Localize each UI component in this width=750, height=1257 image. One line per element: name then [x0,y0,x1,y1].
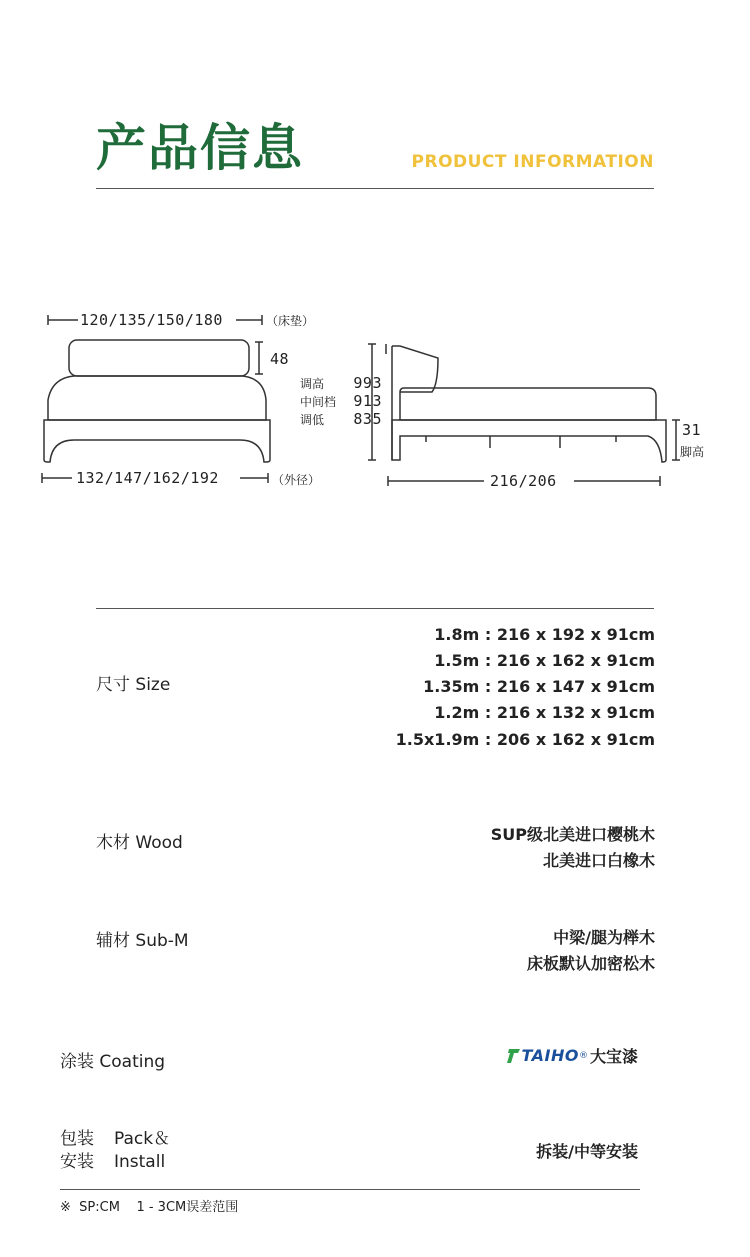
height-option-label: 中间档 [300,395,337,409]
front-outer-note: （外径） [272,473,321,487]
front-mattress [48,376,266,420]
height-option-label: 调高 [300,377,325,391]
height-option-value: 993 [353,374,382,392]
footer-note: ※ SP:CM 1 - 3CM误差范围 [60,1200,239,1215]
size-row: 1.8m : 216 x 192 x 91cm [434,625,655,644]
height-option-row [300,410,382,428]
height-option-row [300,392,382,410]
size-row: 1.5x1.9m : 206 x 162 x 91cm [395,730,655,749]
leg-height-value: 31 [682,421,702,439]
sub-material-row: 中梁/腿为榉木 [553,928,655,947]
pack-value: 拆装/中等安装 [536,1142,638,1161]
side-length-label: 216/206 [490,472,557,490]
page-subtitle: PRODUCT INFORMATION [411,152,654,172]
front-outer-widths: 132/147/162/192 [76,469,219,487]
pack-label-cn-1: 包装 [60,1129,94,1149]
pack-label-cn [60,1128,94,1174]
size-row: 1.35m : 216 x 147 x 91cm [423,677,655,696]
front-headboard [69,340,249,376]
headboard-height-label: 48 [270,350,290,368]
brand-latin: TAIHO [521,1046,579,1065]
footer-divider [60,1189,640,1190]
side-frame [392,420,666,462]
page-title: 产品信息 [96,119,304,177]
wood-row: SUP级北美进口樱桃木 [490,825,655,844]
brand-registered-icon: ® [578,1050,588,1061]
pack-label-en [114,1128,170,1174]
brand-mark-icon [506,1048,520,1064]
sub-material-row: 床板默认加密松木 [526,954,655,973]
size-label: 尺寸 Size [96,675,171,695]
pack-label-en-2: Install [114,1152,166,1172]
pack-label-en-1: Pack＆ [114,1129,171,1149]
height-option-value: 835 [353,410,382,428]
height-option-value: 913 [353,392,382,410]
height-option-label: 调低 [300,413,325,427]
size-row: 1.5m : 216 x 162 x 91cm [434,651,655,670]
front-frame [44,420,270,462]
height-option-row [300,374,382,392]
wood-label: 木材 Wood [96,833,183,853]
wood-row: 北美进口白橡木 [542,851,655,870]
brand-cn: 大宝漆 [589,1047,638,1066]
coating-label: 涂装 Coating [60,1052,166,1072]
pack-label-cn-2: 安装 [60,1152,94,1172]
leg-height-note: 脚高 [680,445,705,459]
front-mattress-widths: 120/135/150/180 [80,311,223,329]
side-mattress [400,388,656,420]
coating-brand-logo [506,1044,638,1067]
specs-divider [96,608,654,609]
height-options [300,374,382,428]
sub-material-label: 辅材 Sub-M [96,931,189,951]
size-row: 1.2m : 216 x 132 x 91cm [434,703,655,722]
front-mattress-note: （床垫） [266,314,315,328]
side-headboard [392,346,438,392]
